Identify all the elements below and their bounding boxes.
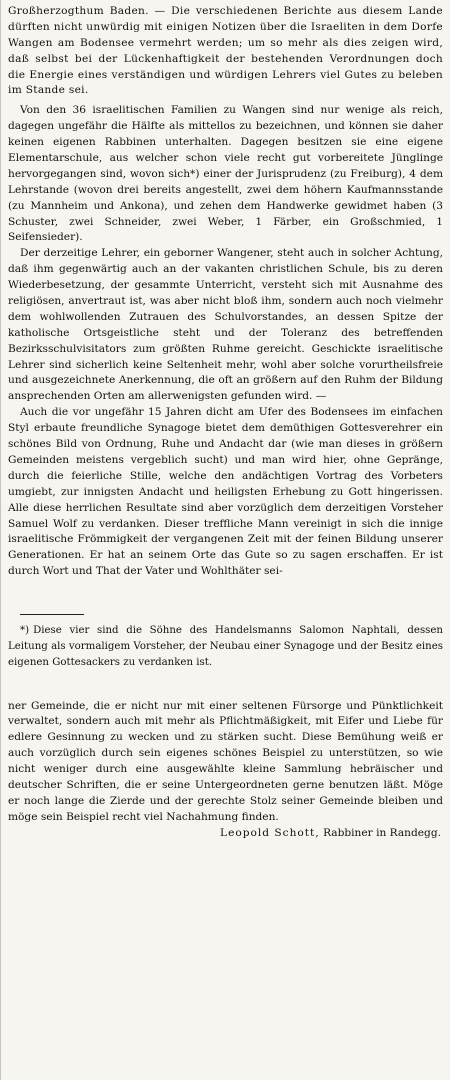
footnote: [8, 623, 443, 670]
article-paragraph-3: Auch die vor ungefähr 15 Jahren dicht am Ufer des Bodensees im einfachen Styl erbaute freundliche Synagoge bietet dem demüthigen Gottesverehrer ein schönes Bild von Ordnung, Ruhe und Andacht dar (wie man dieses in größern Gemeinden meistens vergeblich sucht) und man wird hier, ohne Gepränge, durch die feierliche Stille, welche den andächtigen Vortrag des Vorbeters umgiebt, zur innigsten Andacht und heiligsten Erhebung zu Gott hingerissen. Alle diese herrlichen Resultate sind aber vorzüglich dem derzeitigen Vorsteher Samuel Wolf zu verdanken. Dieser treffliche Mann vereinigt in sich die innige israelitische Frömmigkeit der vergangenen Zeit mit der feinen Bildung unserer Generationen. Er hat an seinem Orte das Gute so zu sagen erschaffen. Er ist durch Wort und That der Vater und Wohlthäter sei-: [8, 406, 443, 578]
article-paragraph-4: ner Gemeinde, die er nicht nur mit einer seltenen Fürsorge und Pünktlichkeit verwaltet, sondern auch mit mehr als Pflichtmäßigkeit, mit Eifer und Liebe für edlere Gesinnung zu wecken und zu stärken sucht. Diese Bemühung weiß er auch vorzüglich durch sein eigenes schönes Beispiel zu unterstützen, so wie nicht weniger durch eine ausgewählte kleine Sammlung hebräischer und deutscher Schriften, die er seine Untergeordneten gerne benutzen läßt. Möge er noch lange die Zierde und der gerechte Stolz seiner Gemeinde bleiben und möge sein Beispiel recht viel Nachahmung finden.: [8, 699, 443, 823]
column-edge: [0, 0, 1, 1080]
footnote-divider: [20, 614, 84, 615]
article-column: [8, 4, 443, 842]
article-heading-paragraph: Großherzogthum Baden. — Die verschiedenen Berichte aus diesem Lande dürften nicht unwürdig mit einigen Notizen über die Israeliten in dem Dorfe Wangen am Bodensee vermehrt werden; um so mehr als dies zeigen wird, daß selbst bei der Lückenhaftigkeit der bestehenden Verordnungen doch die Energie eines verständigen und würdigen Lehrers viel Gutes zu beleben im Stande sei.: [8, 5, 443, 97]
signature-title: Rabbiner in Randegg.: [323, 826, 441, 839]
signature: [8, 826, 443, 842]
footnote-text: Diese vier sind die Söhne des Handelsmanns Salomon Naphtali, dessen Leitung als vormaligem Vorsteher, der Neubau einer Synagoge und der Besitz eines eigenen Gottesackers zu verdanken ist.: [8, 625, 443, 668]
footnote-mark: *): [20, 625, 30, 637]
article-paragraph-2: Der derzeitige Lehrer, ein geborner Wangener, steht auch in solcher Achtung, daß ihm gegenwärtig auch an der vakanten christlichen Schule, bis zu deren Wiederbesetzung, der gesammte Unterricht, versteht sich mit Ausnahme des religiösen, anvertraut ist, was aber nicht bloß ihm, sondern auch noch vielmehr dem wohlwollenden Zutrauen des Schulvorstandes, an dessen Spitze der katholische Ortsgeistliche steht und der Toleranz des betreffenden Bezirksschulvisitators zum größten Ruhme gereicht. Geschickte israelitische Lehrer sind sicherlich keine Seltenheit mehr, wohl aber solche vorurtheilsfreie und ausgezeichnete Anerkennung, die oft an größern auf den Ruhm der Bildung ansprechenden Orten am allerwenigsten gefunden wird. —: [8, 247, 443, 403]
article-paragraph-1: Von den 36 israelitischen Familien zu Wangen sind nur wenige als reich, dagegen ungefähr die Hälfte als mittellos zu bezeichnen, und können sie daher keinen eigenen Rabbinen unterhalten. Dagegen besitzen sie eine eigene Elementarschule, aus welcher schon viele recht gut vorbereitete Jünglinge hervorgegangen sind, wovon sich*) einer der Jurisprudenz (zu Freiburg), 4 dem Lehrstande (wovon drei bereits angestellt, zwei dem höhern Kaufmannsstande (zu Mannheim und Ankona), und zehen dem Handwerke gewidmet haben (3 Schuster, zwei Schneider, zwei Weber, 1 Färber, ein Großschmied, 1 Seifensieder).: [8, 104, 443, 244]
signature-name: Leopold Schott,: [220, 826, 320, 839]
